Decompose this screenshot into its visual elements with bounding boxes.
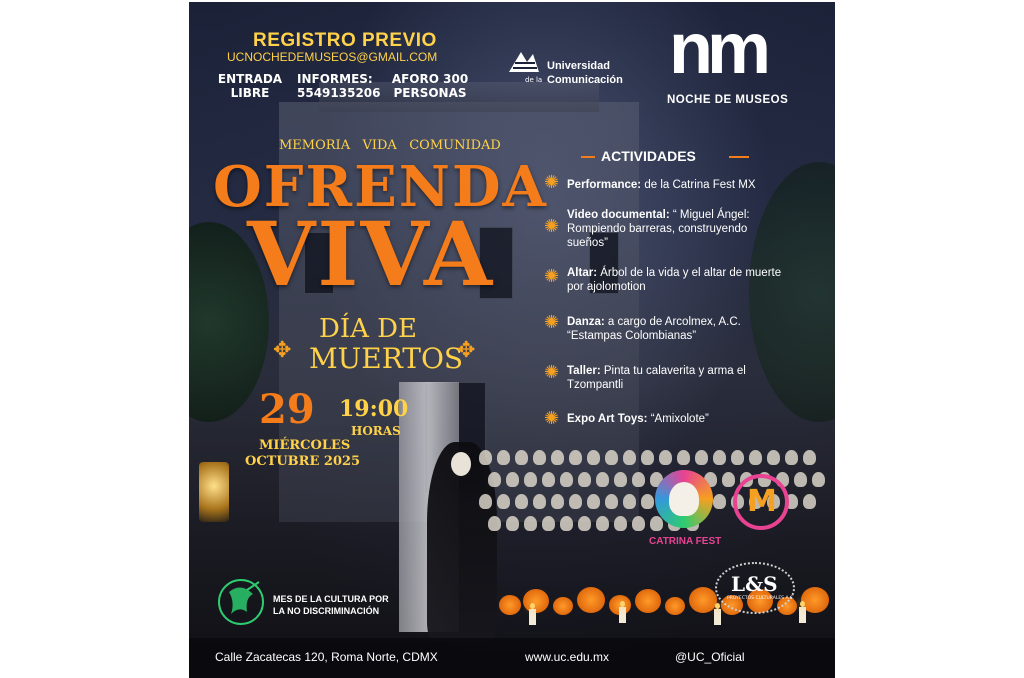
aforo-line2: PERSONAS [393,86,467,100]
activity-item [567,178,817,192]
marigold-bullet-icon: ✺ [544,312,560,333]
activities-heading: ACTIVIDADES [601,148,696,164]
street-lamp [199,462,229,522]
catrina-fest-label: CATRINA FEST [649,536,722,547]
informes-phone[interactable]: 5549135206 [297,86,381,100]
activity-text: Árbol de la vida y el altar de muerte por ajolomotion [567,267,782,293]
activity-item [567,208,789,250]
pink-logo-letter: M [747,484,777,519]
activity-label: Video documental: [567,209,670,221]
activities-heading-rule-left [581,156,595,158]
ls-logo-mark: L&S [731,572,778,596]
marigold-bullet-icon: ✺ [544,172,560,193]
subtitle-muertos: MUERTOS [309,342,464,375]
activity-text: de la Catrina Fest MX [641,179,756,191]
aforo-line1: AFORO 300 [391,72,469,86]
activity-text: a cargo de Arcolmex, A.C. “Estampas Colombianas” [567,316,741,342]
event-time-label: HORAS [351,424,401,438]
event-month: OCTUBRE 2025 [245,454,361,469]
activity-item [567,364,789,392]
marigold-bullet-icon: ✺ [544,216,560,237]
activity-text: “ Miguel Ángel: Rompiendo barreras, construyendo sueños” [567,209,750,249]
activity-label: Taller: [567,365,601,377]
activity-text: Pinta tu calaverita y arma el Tzompantli [567,365,746,391]
footer-social-handle[interactable]: @UC_Oficial [675,650,745,664]
uc-logo-line1: Universidad [547,60,610,72]
ornament-left-icon: ✥ [273,338,292,363]
title-viva: VIVA [247,202,495,306]
event-day: 29 [259,386,315,433]
catrina-face [451,452,471,476]
activity-text: “Amixolote” [647,413,709,425]
nm-logo-text: NOCHE DE MUSEOS [667,94,789,106]
nm-monogram: nm [669,9,765,89]
activity-label: Altar: [567,267,598,279]
marigold-bullet-icon: ✺ [544,408,560,429]
entrada-line1: ENTRADA [217,72,283,86]
marigold-bullet-icon: ✺ [544,362,560,383]
uc-emblem-icon [507,46,541,80]
activity-item [567,266,789,294]
marigold-bullet-icon: ✺ [544,266,560,287]
event-weekday: MIÉRCOLES [259,438,351,453]
footer-address: Calle Zacatecas 120, Roma Norte, CDMX [215,650,438,664]
event-time: 19:00 [339,396,409,422]
registro-heading: REGISTRO PREVIO [253,30,437,51]
culture-logo [217,572,265,630]
hummingbird-icon [217,572,265,630]
tagline: MEMORIA VIDA COMUNIDAD [279,138,501,153]
title-ofrenda: OFRENDA [213,154,548,220]
poster [189,2,835,678]
activity-label: Expo Art Toys: [567,413,648,425]
partner-logo-pink [733,474,793,534]
culture-line1: MES DE LA CULTURA POR [273,594,389,604]
culture-line2: LA NO DISCRIMINACIÓN [273,606,380,616]
activity-label: Danza: [567,316,605,328]
registration-email[interactable]: UCNOCHEDEMUSEOS@GMAIL.COM [227,50,438,64]
activity-item [567,412,817,426]
footer-website[interactable]: www.uc.edu.mx [525,650,610,664]
activity-item [567,315,789,343]
catrina-skull-face [669,482,699,516]
noche-de-museos-logo [663,9,803,112]
subtitle-dia-de: DÍA DE [319,314,417,344]
entrada-line2: LIBRE [230,86,270,100]
uc-logo [507,46,627,92]
uc-logo-line2: de la [525,76,543,84]
informes-line1: INFORMES: [297,72,373,86]
ls-logo-sub: PROYECTOS CULTURALES A.C. [727,596,795,601]
activities-heading-rule-right [729,156,749,158]
catrina-fest-logo [649,470,722,552]
ornament-right-icon: ✥ [457,338,476,363]
activity-label: Performance: [567,179,642,191]
ls-logo [709,562,799,612]
uc-logo-line3: Comunicación [547,74,623,86]
